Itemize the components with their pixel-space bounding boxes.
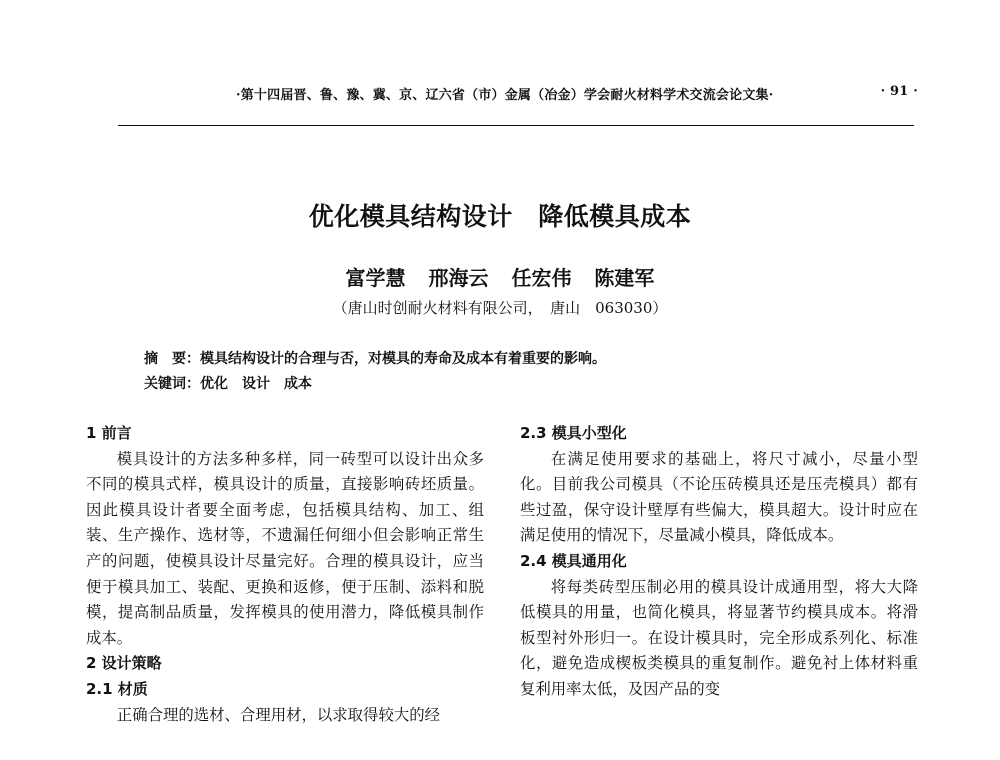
section-1-heading: 1 前言: [86, 424, 132, 442]
section-2-3-paragraph: 在满足使用要求的基础上，将尺寸减小，尽量小型化。目前我公司模具（不论压砖模具还是压壳模具）都有些过盈，保守设计壁厚有些偏大，模具超大。设计时应在满足使用的情况下，尽量减小模具，降低成本。: [520, 449, 918, 545]
running-header: [118, 84, 918, 106]
section-2-1-paragraph: 正确合理的选材、合理用材，以求取得较大的经: [116, 705, 441, 724]
author-affiliation: （唐山时创耐火材料有限公司， 唐山 063030）: [332, 299, 668, 317]
keywords: 关键词：优化 设计 成本: [144, 376, 312, 392]
paper-title: 优化模具结构设计 降低模具成本: [308, 202, 692, 231]
abstract: 摘 要：模具结构设计的合理与否，对模具的寿命及成本有着重要的影响。: [144, 351, 606, 367]
left-column: [86, 421, 484, 728]
section-2-1-heading: 2.1 材质: [86, 679, 148, 698]
section-1-paragraph: 模具设计的方法多种多样，同一砖型可以设计出众多不同的模具式样，模具设计的质量，直接影响砖坯质量。因此模具设计者要全面考虑，包括模具结构、加工、组装、生产操作、选材等，不遗漏任何细小但会影响正常生产的问题，使模具设计尽量完好。合理的模具设计，应当便于模具加工、装配、更换和返修，便于压制、添料和脱模，提高制品质量，发挥模具的使用潜力，降低模具制作成本。: [86, 449, 484, 647]
right-column: [520, 421, 918, 703]
header-divider: [118, 125, 914, 126]
author-list: 富学慧 邢海云 任宏伟 陈建军: [345, 266, 655, 290]
section-2-3-heading: 2.3 模具小型化: [520, 424, 627, 442]
section-2-4-paragraph: 将每类砖型压制必用的模具设计成通用型，将大大降低模具的用量，也简化模具，将显著节约模具成本。将滑板型衬外形归一。在设计模具时，完全形成系列化、标准化，避免造成楔板类模具的重复制作。避免衬上体材料重复利用率太低，及因产品的变: [520, 577, 918, 698]
running-header-title: ·第十四届晋、鲁、豫、冀、京、辽六省（市）金属（冶金）学会耐火材料学术交流会论文集·: [236, 88, 774, 103]
section-2-4-heading: 2.4 模具通用化: [520, 551, 627, 570]
section-2-heading: 2 设计策略: [86, 654, 162, 673]
page-number: · 91 ·: [880, 84, 918, 99]
